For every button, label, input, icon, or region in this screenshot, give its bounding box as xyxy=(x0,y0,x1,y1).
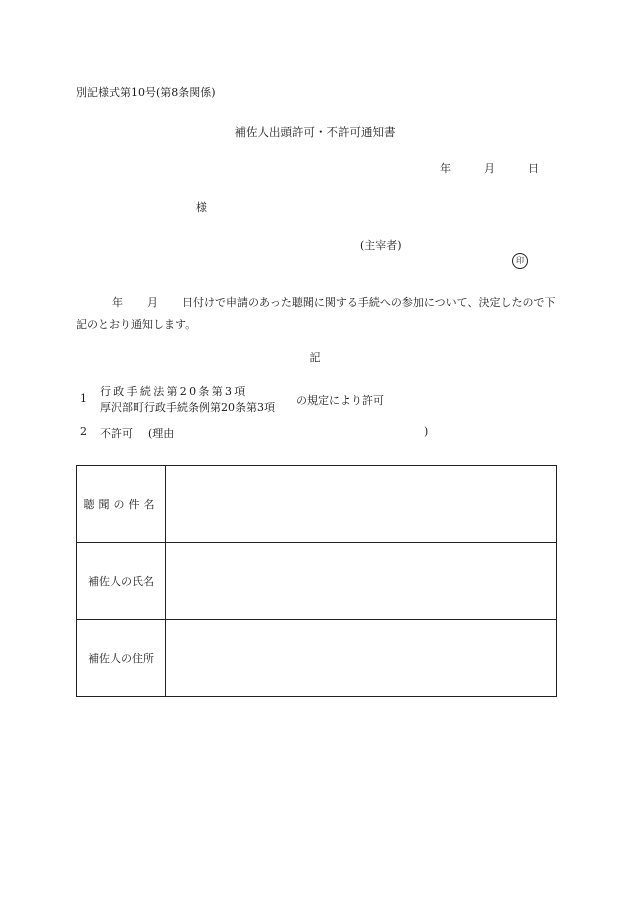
body-year: 年 xyxy=(112,296,123,309)
item-2-reason-open: (理由 xyxy=(148,427,175,440)
item-2-number: 2 xyxy=(80,425,87,438)
details-table xyxy=(76,465,557,697)
item-1-law-references xyxy=(100,384,275,416)
seal-mark: 印 xyxy=(512,253,528,269)
assistant-name-value xyxy=(166,543,557,620)
table-row xyxy=(77,620,557,697)
date-day: 日 xyxy=(528,162,539,175)
ki-heading: 記 xyxy=(309,351,321,364)
document-title: 補佐人出頭許可・不許可通知書 xyxy=(234,125,396,139)
hearing-subject-value xyxy=(166,466,557,543)
law-reference-ordinance: 厚沢部町行政手続条例第20条第3項 xyxy=(100,401,275,414)
addressee-suffix: 様 xyxy=(196,201,207,214)
date-line xyxy=(440,160,539,176)
body-month: 月 xyxy=(147,296,158,309)
law-reference-act: 行政手続法第20条第3項 xyxy=(100,385,248,398)
table-row xyxy=(77,466,557,543)
item-2-label: 不許可 xyxy=(100,427,133,440)
hearing-subject-label: 聴聞の件名 xyxy=(77,466,166,543)
organizer-label: (主宰者) xyxy=(360,239,402,252)
notice-body xyxy=(76,292,560,336)
assistant-address-value xyxy=(166,620,557,697)
item-1-permission-text: の規定により許可 xyxy=(296,394,384,407)
item-2-reason-close: ) xyxy=(424,425,429,438)
date-month: 月 xyxy=(484,162,495,175)
form-reference: 別記様式第10号(第8条関係) xyxy=(76,86,216,99)
assistant-name-label: 補佐人の氏名 xyxy=(77,543,166,620)
body-text: 日付けで申請のあった聴聞に関する手続への参加について、決定したので下記のとおり通知します。 xyxy=(76,296,556,331)
item-1-number: 1 xyxy=(80,392,87,405)
date-year: 年 xyxy=(440,162,451,175)
table-row xyxy=(77,543,557,620)
assistant-address-label: 補佐人の住所 xyxy=(77,620,166,697)
